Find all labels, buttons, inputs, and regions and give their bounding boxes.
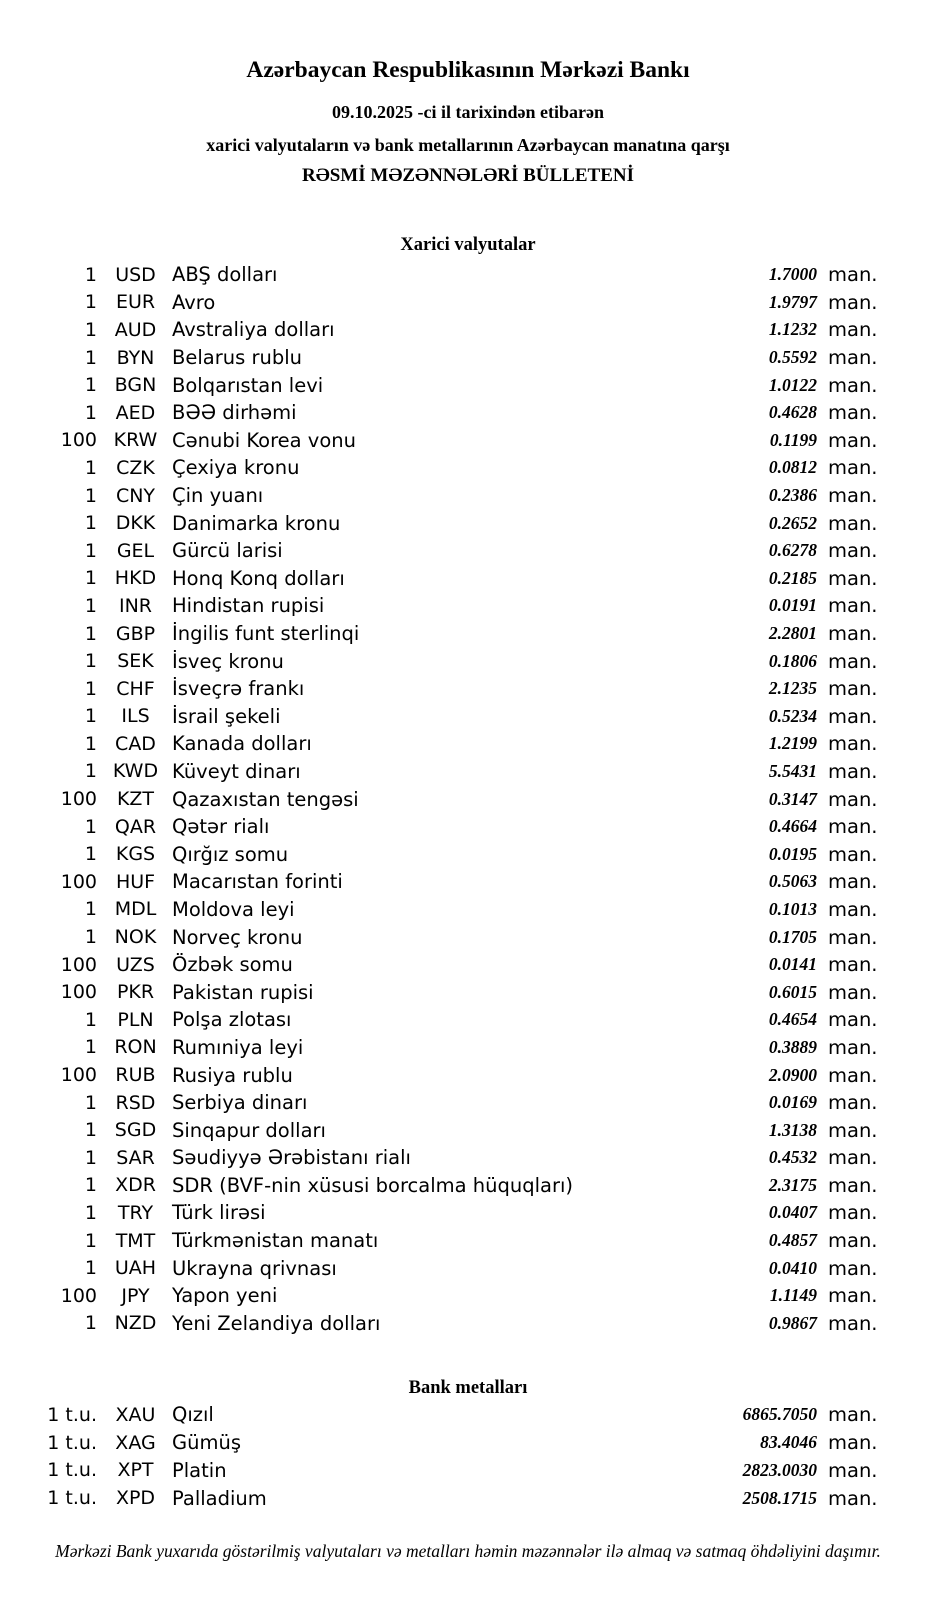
currency-name: BƏƏ dirhəmi <box>172 401 297 425</box>
currency-rate-value: 0.0195 <box>768 843 817 864</box>
currency-row <box>0 261 936 289</box>
currency-name: Türk lirəsi <box>172 1201 266 1225</box>
bulletin-title: RƏSMİ MƏZƏNNƏLƏRİ BÜLLETENİ <box>301 165 634 186</box>
currency-name: İsveçrə frankı <box>172 677 305 701</box>
currency-unit-label: man. <box>828 401 878 425</box>
currency-name: Kanada dolları <box>172 732 312 756</box>
currency-quantity: 100 <box>60 1064 97 1087</box>
currency-name: Hindistan rupisi <box>172 594 325 618</box>
currency-code: PKR <box>116 981 155 1004</box>
currency-row <box>0 1006 936 1034</box>
currency-unit-label: man. <box>828 594 878 618</box>
currency-rate-value: 2.3175 <box>768 1174 817 1195</box>
currency-row <box>0 730 936 758</box>
currency-name: Moldova leyi <box>172 897 295 921</box>
metal-name: Gümüş <box>172 1431 241 1455</box>
metal-unit-label: man. <box>828 1403 878 1427</box>
currency-code: GBP <box>115 622 156 645</box>
currency-row <box>0 344 936 372</box>
currency-row <box>0 620 936 648</box>
currency-row <box>0 565 936 593</box>
metal-quantity: 1 t.u. <box>47 1459 97 1482</box>
metal-unit-label: man. <box>828 1431 878 1455</box>
currency-quantity: 1 <box>84 760 97 783</box>
currency-rate-value: 1.0122 <box>768 374 817 395</box>
currency-unit-label: man. <box>828 897 878 921</box>
currency-row <box>0 1034 936 1062</box>
currency-row <box>0 482 936 510</box>
currency-unit-label: man. <box>828 842 878 866</box>
currency-quantity: 1 <box>84 1257 97 1280</box>
currency-name: Pakistan rupisi <box>172 980 314 1004</box>
currency-rate-value: 0.6278 <box>768 540 817 561</box>
currency-name: ABŞ dolları <box>172 263 278 287</box>
currency-quantity: 1 <box>84 650 97 673</box>
metal-rate-value: 83.4046 <box>760 1432 817 1453</box>
currency-unit-label: man. <box>828 1146 878 1170</box>
currency-name: İsveç kronu <box>172 649 284 673</box>
currency-name: İngilis funt sterlinqi <box>172 622 360 646</box>
currency-unit-label: man. <box>828 1063 878 1087</box>
currency-row <box>0 951 936 979</box>
currency-quantity: 100 <box>60 1284 97 1307</box>
currency-unit-label: man. <box>828 318 878 342</box>
currency-code: GEL <box>116 539 155 562</box>
currency-rate-value: 0.1013 <box>768 898 817 919</box>
currency-rate-value: 0.4628 <box>768 402 817 423</box>
currency-rate-value: 0.0191 <box>768 595 817 616</box>
currency-row <box>0 592 936 620</box>
currency-row <box>0 785 936 813</box>
currency-code: XDR <box>115 1174 156 1197</box>
currency-name: Çin yuanı <box>172 484 264 508</box>
currency-unit-label: man. <box>828 649 878 673</box>
currency-quantity: 1 <box>84 1229 97 1252</box>
bank-name-title: Azərbaycan Respublikasının Mərkəzi Bankı <box>246 57 690 83</box>
currency-unit-label: man. <box>828 1035 878 1059</box>
currency-code: HUF <box>115 870 156 893</box>
currency-quantity: 1 <box>84 622 97 645</box>
disclaimer-note: Mərkəzi Bank yuxarıda göstərilmiş valyutaları və metalları həmin məzənnələr ilə almaq və satmaq öhdəliyini daşımır. <box>55 1541 881 1561</box>
metals-table <box>0 1401 936 1512</box>
currency-rate-value: 1.1232 <box>768 319 817 340</box>
currency-code: KWD <box>112 760 159 783</box>
currency-rate-value: 0.2185 <box>768 567 817 588</box>
metal-rate-value: 2823.0030 <box>742 1459 817 1480</box>
currency-code: RSD <box>115 1091 156 1114</box>
currency-unit-label: man. <box>828 1256 878 1280</box>
currency-name: Türkmənistan manatı <box>172 1229 379 1253</box>
currency-row <box>0 427 936 455</box>
currency-quantity: 1 <box>84 898 97 921</box>
currency-quantity: 1 <box>84 1008 97 1031</box>
currency-quantity: 1 <box>84 815 97 838</box>
currency-quantity: 1 <box>84 539 97 562</box>
currency-code: MDL <box>114 898 157 921</box>
currency-quantity: 1 <box>84 594 97 617</box>
currency-name: Avro <box>172 290 216 314</box>
currency-row <box>0 868 936 896</box>
currency-row <box>0 509 936 537</box>
currency-unit-label: man. <box>828 1008 878 1032</box>
effective-date-line: 09.10.2025 -ci il tarixindən etibarən <box>332 102 604 122</box>
currency-quantity: 1 <box>84 677 97 700</box>
metal-quantity: 1 t.u. <box>47 1431 97 1454</box>
currency-unit-label: man. <box>828 566 878 590</box>
currency-unit-label: man. <box>828 1173 878 1197</box>
currency-code: SGD <box>114 1119 157 1142</box>
currency-name: Çexiya kronu <box>172 456 300 480</box>
currency-name: Sinqapur dolları <box>172 1118 326 1142</box>
currency-rate-value: 1.2199 <box>768 733 817 754</box>
currency-quantity: 1 <box>84 732 97 755</box>
currency-code: TRY <box>117 1201 154 1224</box>
currency-code: AUD <box>114 318 157 341</box>
currency-rate-value: 0.0169 <box>768 1092 817 1113</box>
currency-quantity: 1 <box>84 401 97 424</box>
currency-unit-label: man. <box>828 622 878 646</box>
currency-unit-label: man. <box>828 870 878 894</box>
currency-name: Macarıstan forinti <box>172 870 343 894</box>
currency-rate-value: 0.4857 <box>768 1230 817 1251</box>
currency-unit-label: man. <box>828 953 878 977</box>
currency-name: Danimarka kronu <box>172 511 341 535</box>
currency-row <box>0 896 936 924</box>
metal-unit-label: man. <box>828 1486 878 1510</box>
currency-unit-label: man. <box>828 290 878 314</box>
currency-code: AED <box>115 401 156 424</box>
currency-quantity: 100 <box>60 788 97 811</box>
currency-rate-value: 0.0812 <box>768 457 817 478</box>
currency-unit-label: man. <box>828 428 878 452</box>
currency-name: SDR (BVF-nin xüsusi borcalma hüquqları) <box>172 1173 574 1197</box>
currency-quantity: 1 <box>84 1036 97 1059</box>
metal-row <box>0 1457 936 1485</box>
currency-name: Yapon yeni <box>172 1284 278 1308</box>
currency-name: Rusiya rublu <box>172 1063 293 1087</box>
currency-name: Özbək somu <box>172 953 293 977</box>
currency-row <box>0 978 936 1006</box>
currency-row <box>0 399 936 427</box>
currency-rate-value: 2.2801 <box>768 623 817 644</box>
currency-unit-label: man. <box>828 759 878 783</box>
currency-code: JPY <box>121 1284 150 1307</box>
currency-rate-value: 0.5063 <box>768 871 817 892</box>
currency-quantity: 1 <box>84 484 97 507</box>
metal-code: XPT <box>117 1459 154 1482</box>
metal-name: Platin <box>172 1458 227 1482</box>
currency-name: Qətər rialı <box>172 815 270 839</box>
metals-section-title: Bank metalları <box>408 1378 528 1398</box>
currency-row <box>0 454 936 482</box>
currency-code: CHF <box>116 677 155 700</box>
currency-unit-label: man. <box>828 1284 878 1308</box>
currency-row <box>0 1199 936 1227</box>
currency-code: CZK <box>116 456 155 479</box>
metal-name: Palladium <box>172 1486 267 1510</box>
currency-row <box>0 758 936 786</box>
currency-row <box>0 537 936 565</box>
currency-unit-label: man. <box>828 677 878 701</box>
currency-rate-value: 0.4532 <box>768 1147 817 1168</box>
currency-quantity: 1 <box>84 1146 97 1169</box>
currency-code: UAH <box>114 1257 157 1280</box>
bulletin-subtitle: xarici valyutaların və bank metallarının Azərbaycan manatına qarşı <box>206 135 730 155</box>
currency-row <box>0 316 936 344</box>
currency-quantity: 1 <box>84 374 97 397</box>
metal-code: XAG <box>115 1431 156 1454</box>
currency-name: Serbiya dinarı <box>172 1091 308 1115</box>
currency-rate-value: 0.5592 <box>768 347 817 368</box>
currency-rate-value: 0.5234 <box>768 705 817 726</box>
currency-unit-label: man. <box>828 704 878 728</box>
currency-rate-value: 0.1199 <box>769 429 817 450</box>
currency-unit-label: man. <box>828 511 878 535</box>
currency-quantity: 1 <box>84 346 97 369</box>
currency-rate-value: 2.1235 <box>768 678 817 699</box>
currency-unit-label: man. <box>828 346 878 370</box>
currency-quantity: 1 <box>84 456 97 479</box>
currency-name: Honq Konq dolları <box>172 566 345 590</box>
metal-code: XPD <box>115 1487 156 1510</box>
currency-unit-label: man. <box>828 1229 878 1253</box>
currency-name: Avstraliya dolları <box>172 318 335 342</box>
currency-row <box>0 1089 936 1117</box>
currency-row <box>0 703 936 731</box>
currency-code: KZT <box>116 788 155 811</box>
currency-rate-value: 0.4664 <box>768 816 817 837</box>
currency-rate-value: 1.3138 <box>768 1119 817 1140</box>
currency-quantity: 1 <box>84 1091 97 1114</box>
currency-code: RON <box>114 1036 157 1059</box>
currency-rate-value: 0.2652 <box>768 512 817 533</box>
metal-rate-value: 6865.7050 <box>742 1404 817 1425</box>
currency-name: Bolqarıstan levi <box>172 373 324 397</box>
currency-unit-label: man. <box>828 787 878 811</box>
currency-rate-value: 0.0407 <box>768 1202 817 1223</box>
currency-rate-value: 0.1806 <box>768 650 817 671</box>
currency-row <box>0 289 936 317</box>
currency-name: Səudiyyə Ərəbistanı rialı <box>172 1146 411 1170</box>
currency-row <box>0 1310 936 1338</box>
currency-name: Polşa zlotası <box>172 1008 292 1032</box>
metal-row <box>0 1484 936 1512</box>
currency-code: RUB <box>115 1064 156 1087</box>
currency-unit-label: man. <box>828 484 878 508</box>
currency-name: Qırğız somu <box>172 842 289 866</box>
currency-quantity: 1 <box>84 263 97 286</box>
metal-quantity: 1 t.u. <box>47 1403 97 1426</box>
currency-quantity: 1 <box>84 512 97 535</box>
currency-quantity: 1 <box>84 705 97 728</box>
currency-code: KGS <box>115 843 156 866</box>
currency-name: Yeni Zelandiya dolları <box>172 1311 381 1335</box>
metal-quantity: 1 t.u. <box>47 1487 97 1510</box>
currency-code: TMT <box>115 1229 156 1252</box>
currency-rate-value: 0.3889 <box>768 1036 817 1057</box>
metal-name: Qızıl <box>172 1403 214 1427</box>
currency-rate-value: 0.1705 <box>768 926 817 947</box>
currency-name: Gürcü larisi <box>172 539 283 563</box>
currency-quantity: 1 <box>84 1201 97 1224</box>
currency-code: INR <box>118 594 153 617</box>
currency-rate-value: 5.5431 <box>768 760 817 781</box>
currency-code: EUR <box>115 291 156 314</box>
currency-code: KRW <box>113 429 158 452</box>
currency-code: UZS <box>116 953 155 976</box>
currency-row <box>0 647 936 675</box>
currency-code: NZD <box>114 1312 157 1335</box>
currency-rate-value: 1.1149 <box>769 1285 817 1306</box>
currency-rate-value: 1.7000 <box>768 264 817 285</box>
currency-code: ILS <box>121 705 150 728</box>
currency-quantity: 100 <box>60 981 97 1004</box>
currency-unit-label: man. <box>828 263 878 287</box>
currency-name: Norveç kronu <box>172 925 303 949</box>
metal-row <box>0 1429 936 1457</box>
currency-quantity: 100 <box>60 870 97 893</box>
currency-quantity: 1 <box>84 1119 97 1142</box>
currency-unit-label: man. <box>828 1201 878 1225</box>
currency-quantity: 1 <box>84 843 97 866</box>
currency-quantity: 1 <box>84 1174 97 1197</box>
currency-unit-label: man. <box>828 1118 878 1142</box>
currency-code: SEK <box>117 650 154 673</box>
currency-unit-label: man. <box>828 373 878 397</box>
currency-code: BGN <box>114 374 157 397</box>
currency-name: Küveyt dinarı <box>172 759 301 783</box>
currency-code: QAR <box>114 815 157 838</box>
currency-rate-value: 0.0141 <box>768 954 817 975</box>
currency-code: USD <box>115 263 156 286</box>
currency-unit-label: man. <box>828 980 878 1004</box>
currency-rate-value: 0.9867 <box>768 1312 817 1333</box>
currency-code: BYN <box>116 346 155 369</box>
currency-row <box>0 923 936 951</box>
currency-quantity: 100 <box>60 429 97 452</box>
currency-unit-label: man. <box>828 1091 878 1115</box>
currency-rate-value: 0.6015 <box>768 981 817 1002</box>
currency-rate-value: 0.3147 <box>768 788 817 809</box>
currency-code: PLN <box>117 1008 154 1031</box>
currency-row <box>0 1172 936 1200</box>
currency-rate-value: 2.0900 <box>768 1064 817 1085</box>
metal-row <box>0 1401 936 1429</box>
currencies-table <box>0 261 936 1337</box>
currency-name: Qazaxıstan tengəsi <box>172 787 359 811</box>
currency-name: Belarus rublu <box>172 346 303 370</box>
currency-name: Ukrayna qrivnası <box>172 1256 337 1280</box>
metal-unit-label: man. <box>828 1458 878 1482</box>
currency-name: Cənubi Korea vonu <box>172 428 356 452</box>
currencies-section-title: Xarici valyutalar <box>400 235 536 255</box>
currency-unit-label: man. <box>828 1311 878 1335</box>
currency-row <box>0 813 936 841</box>
currency-code: DKK <box>115 512 156 535</box>
currency-code: NOK <box>114 926 157 949</box>
currency-code: CAD <box>115 732 156 755</box>
currency-row <box>0 1254 936 1282</box>
currency-quantity: 1 <box>84 318 97 341</box>
currency-code: CNY <box>115 484 156 507</box>
currency-unit-label: man. <box>828 732 878 756</box>
currency-row <box>0 1116 936 1144</box>
metal-code: XAU <box>115 1403 156 1426</box>
currency-unit-label: man. <box>828 815 878 839</box>
currency-row <box>0 371 936 399</box>
currency-row <box>0 1282 936 1310</box>
currency-row <box>0 675 936 703</box>
currency-unit-label: man. <box>828 925 878 949</box>
currency-quantity: 1 <box>84 567 97 590</box>
currency-quantity: 1 <box>84 926 97 949</box>
currency-row <box>0 1061 936 1089</box>
currency-row <box>0 1227 936 1255</box>
currency-name: Rumıniya leyi <box>172 1035 304 1059</box>
currency-row <box>0 1144 936 1172</box>
currency-quantity: 1 <box>84 1312 97 1335</box>
currency-rate-value: 0.0410 <box>768 1257 817 1278</box>
currency-quantity: 100 <box>60 953 97 976</box>
currency-unit-label: man. <box>828 539 878 563</box>
currency-rate-value: 0.2386 <box>768 485 817 506</box>
currency-name: İsrail şekeli <box>172 704 281 728</box>
currency-quantity: 1 <box>84 291 97 314</box>
currency-rate-value: 0.4654 <box>768 1009 817 1030</box>
currency-row <box>0 840 936 868</box>
currency-code: HKD <box>114 567 157 590</box>
currency-unit-label: man. <box>828 456 878 480</box>
metal-rate-value: 2508.1715 <box>742 1487 817 1508</box>
currency-rate-value: 1.9797 <box>768 291 817 312</box>
currency-code: SAR <box>116 1146 155 1169</box>
